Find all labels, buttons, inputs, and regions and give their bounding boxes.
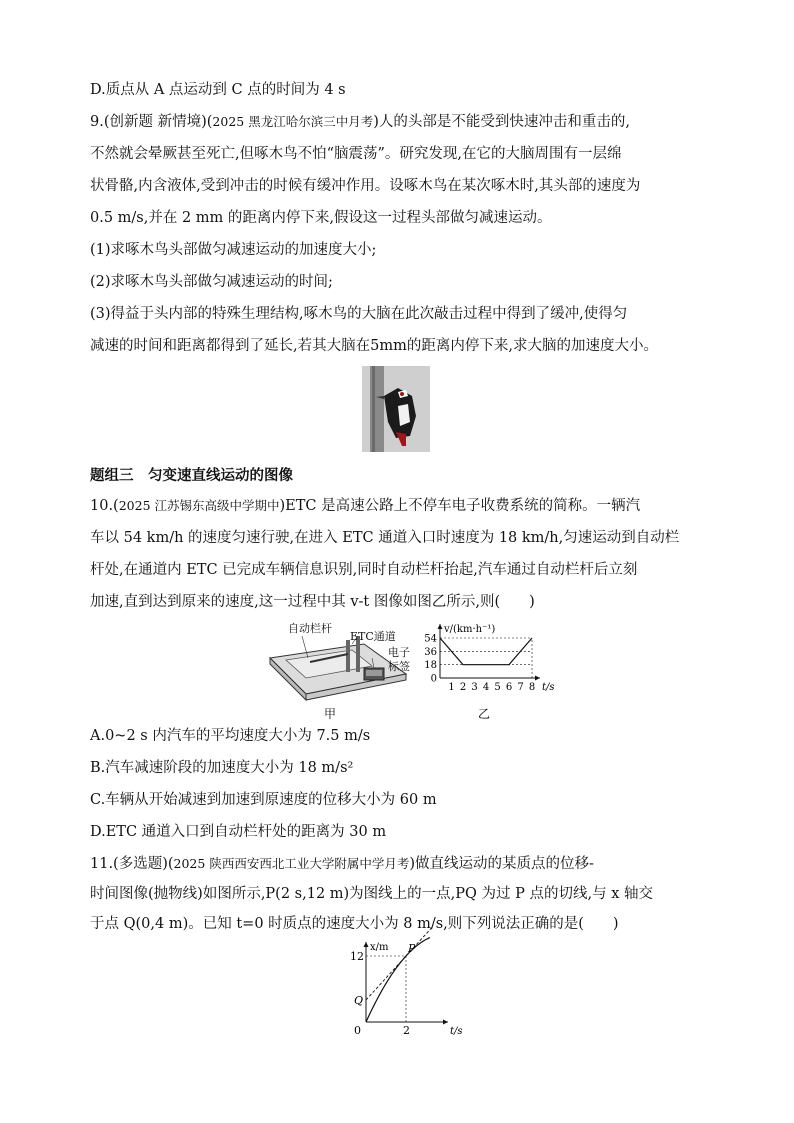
vt-caption: 乙 [478,707,491,721]
vt-xtick-8: 8 [528,682,536,693]
question-10-line-1 [90,496,640,516]
xt-chart [336,940,463,1037]
vt-ytick-0: 0 [430,673,437,685]
q9-source: 2025 黑龙江哈尔滨三中月考 [212,114,374,129]
vt-ytick-54: 54 [424,633,437,645]
q11-prefix: 11.(多选题)( [90,856,174,872]
caption-jia: 甲 [324,707,337,721]
vt-xtick-1: 1 [448,682,455,693]
xt-x-arrow [443,1020,448,1025]
vt-xtick-2: 2 [459,682,467,693]
vt-ylabel: v/(km·h⁻¹) [444,624,496,635]
vt-ytick-18: 18 [424,660,437,672]
option-d: D.ETC 通道入口到自动栏杆处的距离为 30 m [90,824,387,840]
question-11-line-2: 时间图像(抛物线)如图所示,P(2 s,12 m)为图线上的一点,PQ 为过 P 点的切线,与 x 轴交 [90,886,654,902]
question-9-line-1 [90,112,630,132]
xt-origin: 0 [354,1024,361,1037]
q11-text: )做直线运动的某质点的位移- [409,856,594,872]
question-9-line-3: 状骨骼,内含液体,受到冲击的时候有缓冲作用。设啄木鸟在某次啄木时,其头部的速度为 [90,178,641,194]
vt-xtick-7: 7 [517,682,524,693]
q10-text: )ETC 是高速公路上不停车电子收费系统的简称。一辆汽 [279,498,641,514]
question-9-part-1: (1)求啄木鸟头部做匀减速运动的加速度大小; [90,242,377,258]
vt-xtick-5: 5 [494,682,501,693]
xt-y-arrow [364,942,369,947]
vt-xtick-6: 6 [505,682,513,693]
question-10-line-2: 车以 54 km/h 的速度匀速行驶,在进入 ETC 通道入口时速度为 18 km/h,匀速运动到自动栏 [90,530,680,546]
label-tag-1: 电子 [388,646,410,659]
vt-xtick-3: 3 [471,682,478,693]
option-c: C.车辆从开始减速到加速到原速度的位移大小为 60 m [90,792,437,808]
question-10-line-3: 杆处,在通道内 ETC 已完成车辆信息识别,同时自动栏杆抬起,汽车通过自动栏杆后立刻 [90,562,638,578]
option-a: A.0~2 s 内汽车的平均速度大小为 7.5 m/s [90,728,371,744]
woodpecker-photo [362,366,430,452]
question-9-part-3: (3)得益于头内部的特殊生理结构,啄木鸟的大脑在此次敲击过程中得到了缓冲,使得匀 [90,306,628,322]
question-9-line-4: 0.5 m/s,并在 2 mm 的距离内停下来,假设这一过程头部做匀减速运动。 [90,210,552,226]
vt-chart [418,618,558,722]
label-etc: ETC通道 [350,630,396,643]
xt-ylabel: x/m [370,942,389,953]
question-10-line-4: 加速,直到达到原来的速度,这一过程中其 v-t 图像如图乙所示,则( ) [90,594,535,610]
etc-illustration [266,618,416,722]
q10-source: 2025 江苏锡东高级中学期中 [118,498,280,513]
xt-point-q: Q [354,994,364,1007]
option-b: B.汽车减速阶段的加速度大小为 18 m/s² [90,760,354,776]
vt-xlabel: t/s [542,682,555,693]
question-11-line-3: 于点 Q(0,4 m)。已知 t=0 时质点的速度大小为 8 m/s,则下列说法正确的是( ) [90,916,619,932]
vt-xtick-4: 4 [482,682,490,693]
xt-ytick-12: 12 [350,950,364,963]
q9-prefix: 9.(创新题 新情境)( [90,114,213,130]
vt-x-arrow [535,676,540,681]
label-tag-2: 标签 [388,660,410,673]
label-gate: 自动栏杆 [288,622,332,635]
q10-prefix: 10.( [90,498,119,514]
question-9-part-2: (2)求啄木鸟头部做匀减速运动的时间; [90,274,333,290]
section-heading: 题组三 匀变速直线运动的图像 [90,468,293,484]
xt-xtick-2: 2 [403,1024,410,1037]
vt-y-arrow [438,624,443,629]
vt-ytick-36: 36 [424,646,437,658]
q11-source: 2025 陕西西安西北工业大学附属中学月考 [173,856,410,871]
q9-text: )人的头部是不能受到快速冲击和重击的, [373,114,630,130]
xt-point-p: P [408,942,416,955]
question-9-part-3-cont: 减速的时间和距离都得到了延长,若其大脑在5mm的距离内停下来,求大脑的加速度大小。 [90,338,658,354]
xt-xlabel: t/s [450,1026,463,1037]
question-9-line-2: 不然就会晕厥甚至死亡,但啄木鸟不怕“脑震荡”。研究发现,在它的大脑周围有一层绵 [90,146,622,162]
option-d-prev: D.质点从 A 点运动到 C 点的时间为 4 s [90,82,346,98]
question-11-line-1 [90,854,594,874]
